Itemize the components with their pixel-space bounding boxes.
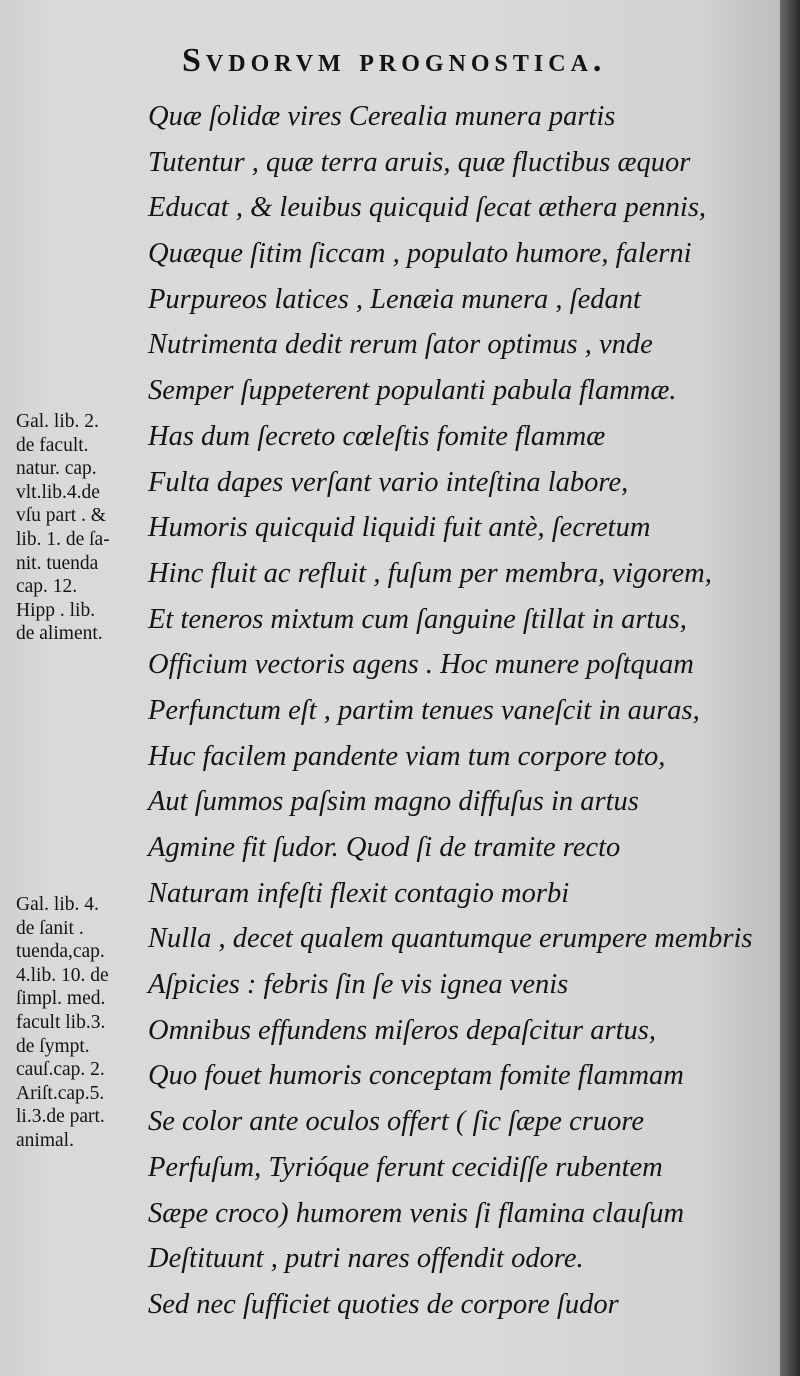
verse-block [148, 94, 778, 1328]
margin-note-line: 4.lib. 10. de [16, 964, 109, 986]
margin-note-line: de ſanit . [16, 917, 84, 939]
running-header: Svdorvm prognostica. [182, 42, 607, 79]
verse-line: Aſpicies : febris ſin ſe vis ignea venis [148, 969, 569, 1001]
margin-note-line: de facult. [16, 434, 89, 456]
margin-note-line: tuenda,cap. [16, 941, 105, 963]
verse-line: Sæpe croco) humorem venis ſi flamina clauſum [148, 1197, 685, 1229]
verse-line: Quæque ſitim ſiccam , populato humore, falerni [148, 238, 692, 270]
verse-line: Nulla , decet qualem quantumque erumpere membris [148, 923, 753, 955]
margin-note-line: Gal. lib. 4. [16, 894, 99, 915]
verse-line: Quo fouet humoris conceptam fomite flammam [148, 1060, 684, 1092]
verse-line: Tutentur , quæ terra aruis, quæ fluctibus æquor [148, 146, 691, 178]
margin-note-line: de ſympt. [16, 1035, 90, 1057]
margin-note-line: Ariſt.cap.5. [16, 1082, 105, 1104]
margin-note-line: de aliment. [16, 623, 103, 645]
margin-note-line: vlt.lib.4.de [16, 481, 100, 503]
verse-line: Omnibus effundens miſeros depaſcitur artus, [148, 1014, 656, 1046]
verse-line: Perfuſum, Tyrióque ferunt cecidiſſe rubentem [148, 1151, 663, 1183]
verse-line: Et teneros mixtum cum ſanguine ſtillat in artus, [148, 603, 687, 635]
margin-note-line: ſimpl. med. [16, 988, 106, 1010]
margin-note-galen-facult [16, 410, 151, 646]
margin-note-line: vſu part . & [16, 505, 106, 527]
margin-note-line: animal. [16, 1129, 74, 1151]
margin-note-galen-sanit [16, 893, 151, 1153]
verse-line: Purpureos latices , Lenæia munera , ſedant [148, 283, 641, 315]
margin-note-line: natur. cap. [16, 458, 97, 480]
margin-note-line: cauſ.cap. 2. [16, 1059, 105, 1081]
verse-line: Agmine fit ſudor. Quod ſi de tramite recto [148, 832, 621, 863]
verse-line: Nutrimenta dedit rerum ſator optimus , vnde [148, 329, 653, 361]
verse-line: Officium vectoris agens . Hoc munere poſtquam [148, 649, 694, 681]
verse-line: Quæ ſolidæ vires Cerealia munera partis [148, 101, 616, 132]
margin-note-line: facult lib.3. [16, 1011, 106, 1033]
verse-line: Fulta dapes verſant vario inteſtina labore, [148, 466, 629, 498]
page-edge-shadow [780, 0, 800, 1376]
margin-note-line: lib. 1. de ſa- [16, 528, 110, 550]
verse-line: Perfunctum eſt , partim tenues vaneſcit in auras, [148, 694, 700, 726]
margin-note-line: nit. tuenda [16, 552, 99, 574]
verse-line: Has dum ſecreto cœleſtis fomite flammæ [148, 420, 606, 452]
verse-line: Sed nec ſufficiet quoties de corpore ſudor [148, 1288, 619, 1320]
verse-line: Naturam infeſti flexit contagio morbi [148, 877, 570, 909]
verse-line: Semper ſuppeterent populanti pabula flammæ. [148, 375, 677, 407]
margin-note-line: Gal. lib. 2. [16, 411, 99, 432]
margin-note-line: Hipp . lib. [16, 599, 96, 621]
verse-line: Hinc fluit ac refluit , fuſum per membra, vigorem, [148, 557, 712, 589]
verse-line: Aut ſummos paſsim magno diffuſus in artus [148, 786, 639, 818]
verse-line: Humoris quicquid liquidi fuit antè, ſecretum [148, 512, 651, 544]
verse-line: Deſtituunt , putri nares offendit odore. [148, 1243, 584, 1275]
margin-note-line: cap. 12. [16, 576, 78, 598]
verse-line: Se color ante oculos offert ( ſic ſæpe cruore [148, 1106, 645, 1138]
verse-line: Huc facilem pandente viam tum corpore toto, [148, 740, 666, 772]
verse-line: Educat , & leuibus quicquid ſecat æthera pennis, [148, 192, 707, 224]
margin-note-line: li.3.de part. [16, 1106, 105, 1128]
